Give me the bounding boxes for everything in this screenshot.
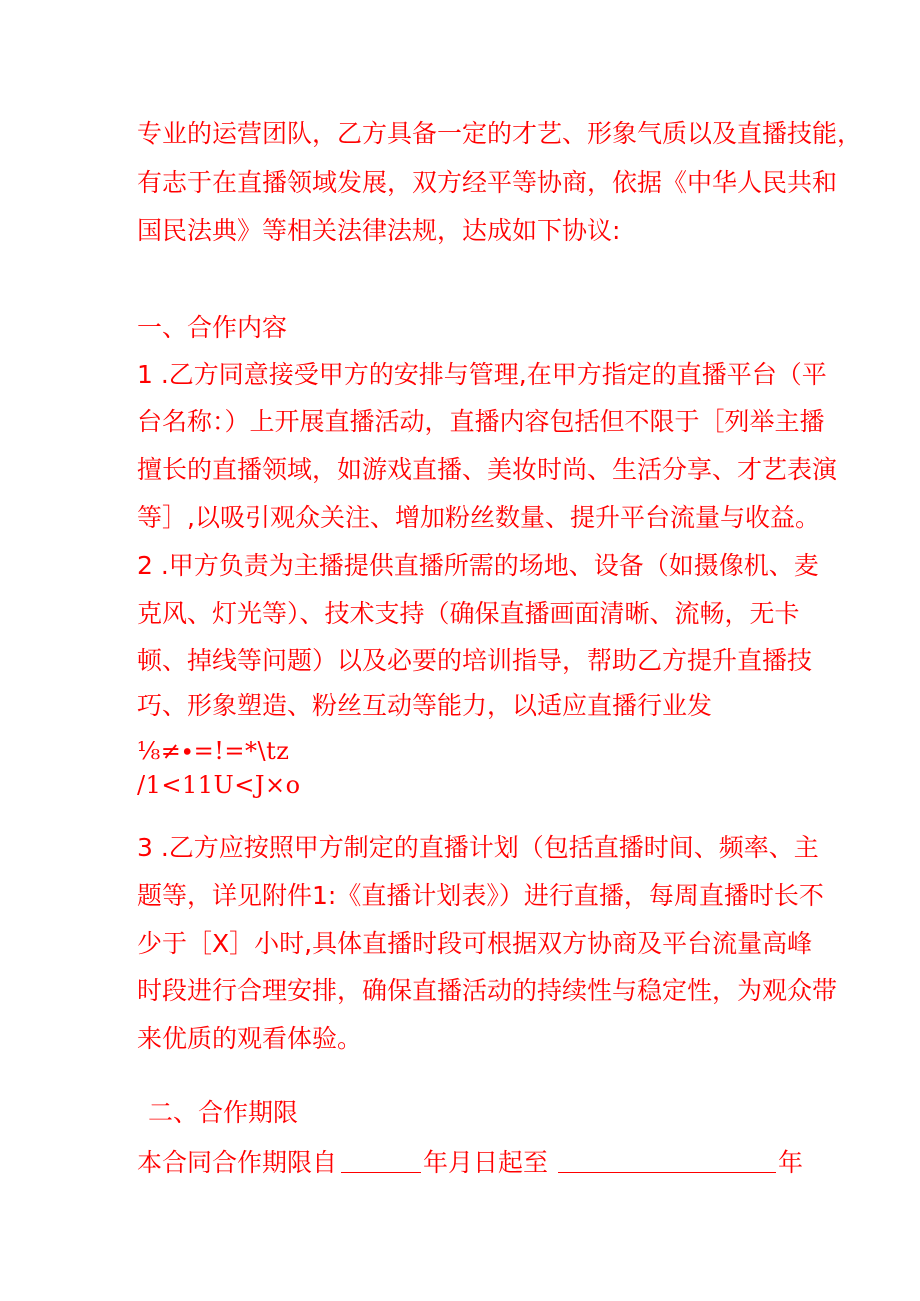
term-line-end: 年 <box>778 1148 804 1177</box>
item-3-line-3: 少于［X］小时,具体直播时段可根据双方协商及平台流量高峰 <box>137 929 813 958</box>
item-1-line-1: 1 .乙方同意接受甲方的安排与管理,在甲方指定的直播平台（平 <box>137 360 827 389</box>
item-3-line-1: 3 .乙方应按照甲方制定的直播计划（包括直播时间、频率、主 <box>137 833 819 862</box>
item-3-line-4: 时段进行合理安排，确保直播活动的持续性与稳定性，为观众带 <box>137 976 838 1005</box>
term-line-mid: 年月日起至 <box>423 1148 549 1177</box>
section-1-heading: 一、合作内容 <box>137 313 288 342</box>
end-date-blank[interactable] <box>558 1150 776 1173</box>
section-2-heading: 二、合作期限 <box>148 1098 299 1127</box>
garbled-line-1: ⅛≠∙=!=*\tz <box>137 737 290 765</box>
term-line <box>137 1147 803 1179</box>
item-3-line-5: 来优质的观看体验。 <box>137 1024 363 1053</box>
garbled-line-2: /1<11U<J×o <box>137 771 301 799</box>
item-1-line-3: 擅长的直播领域，如游戏直播、美妆时尚、生活分享、才艺表演 <box>137 455 838 484</box>
item-1-line-2: 台名称：）上开展直播活动，直播内容包括但不限于［列举主播 <box>137 407 825 436</box>
item-2-line-1: 2 .甲方负责为主播提供直播所需的场地、设备（如摄像机、麦 <box>137 551 819 580</box>
item-2-line-2: 克风、灯光等）、技术支持（确保直播画面清晰、流畅，无卡 <box>137 599 800 628</box>
item-2-line-4: 巧、形象塑造、粉丝互动等能力，以适应直播行业发 <box>137 691 713 720</box>
item-3-line-2: 题等，详见附件1:《直播计划表》）进行直播，每周直播时长不 <box>137 881 824 910</box>
item-1-line-4: 等］,以吸引观众关注、增加粉丝数量、提升平台流量与收益。 <box>137 503 820 532</box>
intro-line-3: 国民法典》等相关法律法规，达成如下协议: <box>137 216 621 245</box>
intro-line-2: 有志于在直播领域发展，双方经平等协商，依据《中华人民共和 <box>137 168 838 197</box>
item-2-line-3: 顿、掉线等问题）以及必要的培训指导，帮助乙方提升直播技 <box>137 646 813 675</box>
intro-line-1: 专业的运营团队，乙方具备一定的才艺、形象气质以及直播技能， <box>137 119 863 148</box>
start-date-blank[interactable] <box>341 1150 421 1173</box>
term-line-start: 本合同合作期限自 <box>137 1148 338 1177</box>
